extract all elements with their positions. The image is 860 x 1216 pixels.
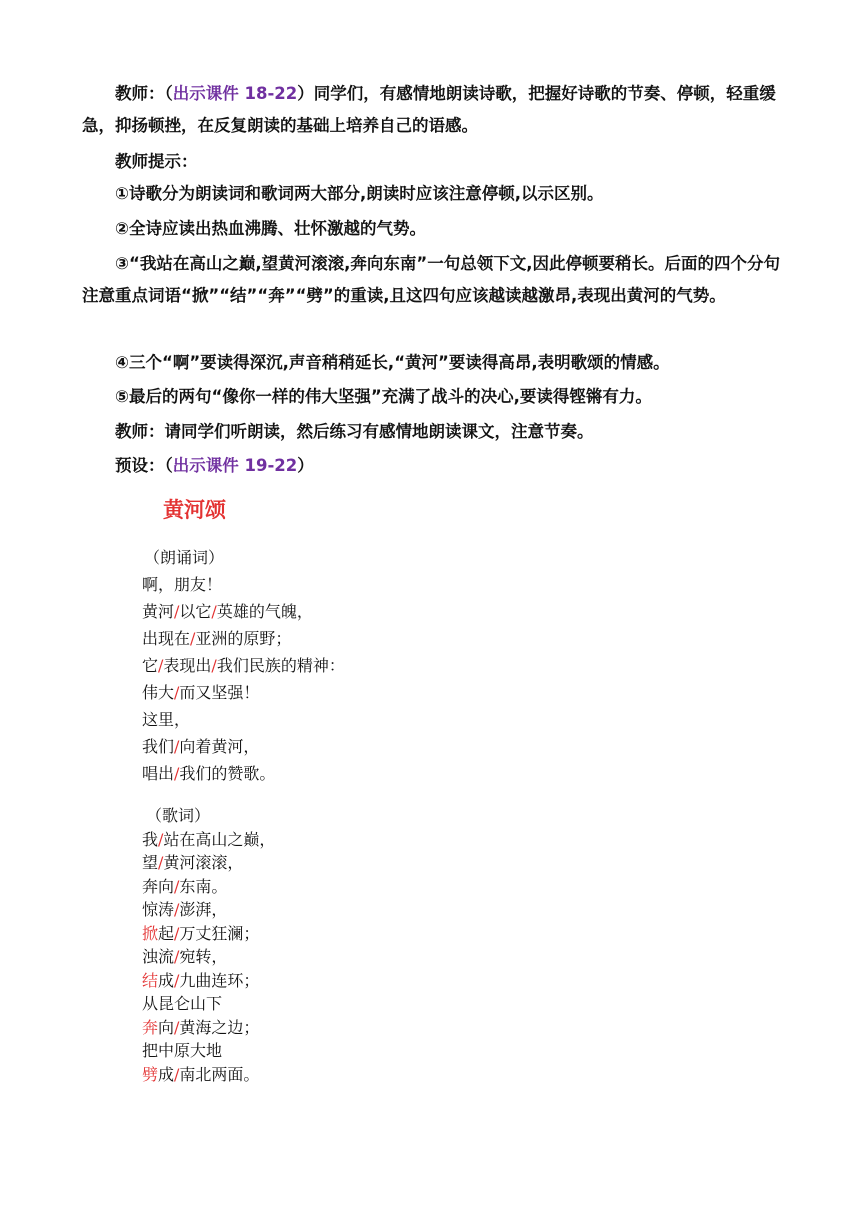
pause-mark: / [174,737,180,756]
verse-segment: 万丈狂澜； [179,923,260,943]
recitation-line [142,625,345,652]
verse-segment: 把中原大地 [142,1041,223,1060]
verse-segment: 英雄的气魄， [216,602,313,621]
lyrics-label: （歌词） [146,806,211,825]
tips-heading: 教师提示： [115,152,198,171]
verse-segment: 惊涛 [142,900,175,919]
preset-label: 预设： [115,456,165,475]
emphasized-word: 奔 [142,1017,159,1037]
lyrics-line [142,992,275,1016]
verse-segment: 它 [142,656,159,675]
recitation-line [142,760,345,787]
poem-title: 黄河颂 [163,498,226,522]
pause-mark: / [174,602,180,621]
tip-item: ④三个“啊”要读得深沉,声音稍稍延长,“黄河”要读得高昂,表明歌颂的情感。 [115,353,670,372]
pause-mark: / [174,764,180,783]
pause-mark: / [211,602,217,621]
lyrics-line [142,898,275,922]
pause-mark: / [174,923,180,943]
verse-segment: 出现在 [142,629,191,648]
verse-segment: 宛转， [179,947,228,966]
recitation-line [142,706,345,733]
verse-segment: 表现出 [163,656,212,675]
instruction-paragraph: 教师：请同学们听朗读，然后练习有感情地朗读课文，注意节奏。 [115,422,594,441]
lyrics-line [142,969,275,993]
preset-open-paren: （ [164,456,173,475]
verse-segment: 东南。 [179,876,228,896]
verse-segment: 这里， [142,710,191,729]
pause-mark: / [174,683,180,702]
recitation-line [142,571,345,598]
courseware-ref-19-22: 出示课件 19-22 [172,456,298,475]
verse-segment: 成 [158,970,175,990]
pause-mark: / [158,656,164,675]
recitation-line [142,679,345,706]
verse-segment: 我们的赞歌。 [179,764,276,783]
recitation-section [142,544,345,787]
verse-segment: 我 [142,829,159,849]
pause-mark: / [158,829,164,849]
emphasized-word: 结 [142,970,159,990]
intro-paragraph [82,78,782,142]
verse-segment: 而又坚强！ [179,683,260,702]
pause-mark: / [174,900,180,919]
verse-segment: 南北两面。 [179,1064,260,1084]
pause-mark: / [174,947,180,966]
lyrics-line [142,945,275,969]
pause-mark: / [190,629,196,648]
lyrics-line [142,851,275,875]
pause-mark: / [174,876,180,896]
verse-segment: 黄海之边； [179,1017,260,1037]
verse-segment: 从昆仑山下 [142,994,223,1013]
verse-segment: 浊流 [142,947,175,966]
verse-segment: 黄河滚滚， [163,853,244,872]
tip-item: ⑤最后的两句“像你一样的伟大坚强”充满了战斗的决心,要读得铿锵有力。 [115,387,652,406]
verse-segment: 唱出 [142,764,175,783]
verse-segment: 向 [158,1017,175,1037]
verse-segment: 向着黄河， [179,737,260,756]
verse-segment: 我们民族的精神： [216,656,345,675]
tip-item: ②全诗应读出热血沸腾、壮怀激越的气势。 [115,219,426,238]
tip-item: ③“我站在高山之巅,望黄河滚滚,奔向东南”一句总领下文,因此停顿要稍长。后面的四个分句注意重点词语“掀”“结”“奔”“劈”的重读,且这四句应该越读越激昂,表现出黄河的气势。 [82,254,780,305]
verse-segment: 成 [158,1064,175,1084]
verse-segment: 亚洲的原野； [195,629,292,648]
emphasized-word: 劈 [142,1064,159,1084]
verse-segment: 奔向 [142,876,175,896]
lyrics-line [142,922,275,946]
recitation-line [142,598,345,625]
verse-segment: 望 [142,853,159,872]
verse-segment: 九曲连环； [179,970,260,990]
verse-segment: 澎湃， [179,900,228,919]
lyrics-section [142,804,275,1086]
verse-segment: 以它 [179,602,212,621]
preset-close-paren: ） [297,456,314,475]
pause-mark: / [174,1064,180,1084]
verse-segment: 伟大 [142,683,175,702]
intro-open-paren: （ [164,84,173,103]
lyrics-line [142,1039,275,1063]
lyrics-line [142,1016,275,1040]
courseware-ref-18-22: 出示课件 18-22 [172,84,298,103]
lyrics-line [142,1063,275,1087]
pause-mark: / [174,1017,180,1037]
intro-text: 同学们，有感情地朗读诗歌，把握好诗歌的节奏、停顿，轻重缓急，抑扬顿挫，在反复朗读的基础上培养自己的语感。 [82,84,776,135]
lyrics-line [142,875,275,899]
pause-mark: / [211,656,217,675]
verse-segment: 啊，朋友！ [142,575,223,594]
emphasized-word: 掀 [142,923,159,943]
preset-paragraph [82,450,782,482]
intro-speaker: 教师： [115,84,165,103]
verse-segment: 黄河 [142,602,175,621]
recitation-line [142,733,345,760]
pause-mark: / [174,970,180,990]
recitation-label: （朗诵词） [144,548,225,567]
verse-segment: 起 [158,923,175,943]
recitation-line [142,652,345,679]
pause-mark: / [158,853,164,872]
tip-item: ①诗歌分为朗读词和歌词两大部分,朗读时应该注意停顿,以示区别。 [115,184,604,203]
verse-segment: 站在高山之巅， [163,829,276,849]
verse-segment: 我们 [142,737,175,756]
intro-close-paren: ） [297,84,314,103]
lyrics-line [142,828,275,852]
